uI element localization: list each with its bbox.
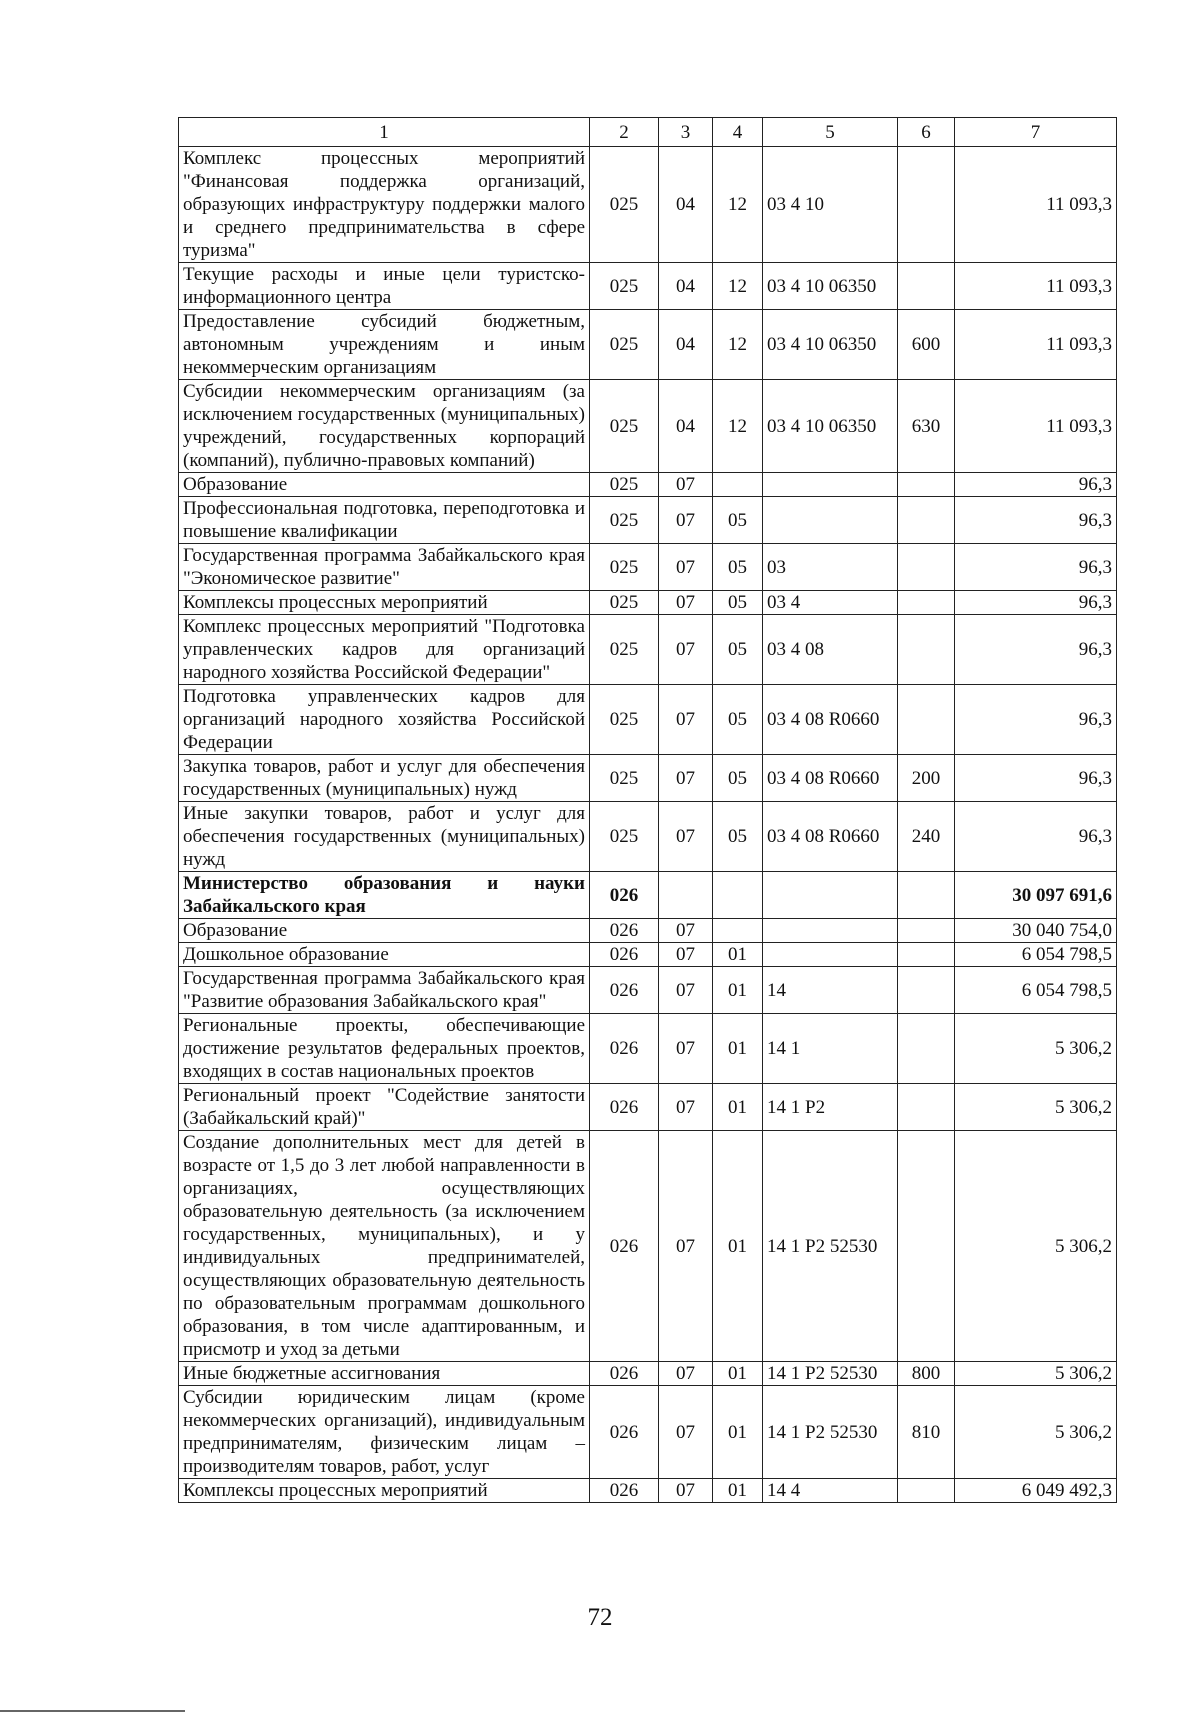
row-name-cell: Комплексы процессных мероприятий [179,1479,590,1503]
expense-type-cell [898,1014,955,1084]
header-cell: 4 [713,118,763,147]
expense-type-cell [898,615,955,685]
section-code-cell: 07 [659,1479,713,1503]
grbs-code-cell: 025 [590,263,659,310]
grbs-code-cell: 026 [590,919,659,943]
row-name-cell: Государственная программа Забайкальского края "Развитие образования Забайкальского края" [179,967,590,1014]
subsection-code-cell: 12 [713,310,763,380]
amount-cell: 5 306,2 [955,1131,1117,1362]
expense-type-cell [898,544,955,591]
section-code-cell: 07 [659,615,713,685]
expense-type-cell [898,473,955,497]
subsection-code-cell: 01 [713,1386,763,1479]
grbs-code-cell: 026 [590,943,659,967]
table-row [179,943,1117,967]
table-row [179,1362,1117,1386]
grbs-code-cell: 025 [590,544,659,591]
target-article-cell: 03 4 10 06350 [763,310,898,380]
budget-table [178,117,1117,1503]
section-code-cell [659,872,713,919]
section-code-cell: 07 [659,1362,713,1386]
target-article-cell: 03 4 10 [763,147,898,263]
row-name-cell: Комплекс процессных мероприятий "Подготовка управленческих кадров для организаций народного хозяйства Российской Федерации" [179,615,590,685]
target-article-cell: 14 [763,967,898,1014]
amount-cell: 6 054 798,5 [955,967,1117,1014]
subsection-code-cell: 12 [713,380,763,473]
target-article-cell: 14 1 [763,1014,898,1084]
expense-type-cell: 240 [898,802,955,872]
table-row [179,1131,1117,1362]
section-code-cell: 07 [659,943,713,967]
target-article-cell [763,497,898,544]
grbs-code-cell: 026 [590,872,659,919]
amount-cell: 96,3 [955,473,1117,497]
expense-type-cell [898,497,955,544]
section-code-cell: 07 [659,919,713,943]
expense-type-cell [898,1479,955,1503]
section-code-cell: 07 [659,755,713,802]
header-cell: 6 [898,118,955,147]
subsection-code-cell: 05 [713,755,763,802]
section-code-cell: 07 [659,497,713,544]
table-row [179,263,1117,310]
section-code-cell: 04 [659,310,713,380]
section-code-cell: 04 [659,147,713,263]
expense-type-cell [898,1131,955,1362]
amount-cell: 11 093,3 [955,263,1117,310]
table-row [179,310,1117,380]
table-row [179,591,1117,615]
table-row [179,1479,1117,1503]
row-name-cell: Иные закупки товаров, работ и услуг для обеспечения государственных (муниципальных) нужд [179,802,590,872]
table-row [179,615,1117,685]
subsection-code-cell: 05 [713,615,763,685]
subsection-code-cell: 05 [713,591,763,615]
table-row [179,380,1117,473]
expense-type-cell: 800 [898,1362,955,1386]
grbs-code-cell: 025 [590,310,659,380]
section-code-cell: 07 [659,1131,713,1362]
subsection-code-cell: 01 [713,943,763,967]
amount-cell: 96,3 [955,544,1117,591]
amount-cell: 96,3 [955,591,1117,615]
section-code-cell: 07 [659,1386,713,1479]
target-article-cell: 14 1 P2 52530 [763,1386,898,1479]
subsection-code-cell: 01 [713,1479,763,1503]
target-article-cell [763,473,898,497]
grbs-code-cell: 025 [590,685,659,755]
table-row [179,802,1117,872]
subsection-code-cell [713,919,763,943]
row-name-cell: Закупка товаров, работ и услуг для обеспечения государственных (муниципальных) нужд [179,755,590,802]
grbs-code-cell: 025 [590,591,659,615]
target-article-cell: 14 1 P2 52530 [763,1131,898,1362]
row-name-cell: Субсидии юридическим лицам (кроме некоммерческих организаций), индивидуальным предпринимателям, физическим лицам – производителям товаров, работ, услуг [179,1386,590,1479]
target-article-cell [763,919,898,943]
grbs-code-cell: 025 [590,802,659,872]
grbs-code-cell: 026 [590,1084,659,1131]
header-row [179,118,1117,147]
header-cell: 1 [179,118,590,147]
table-row [179,473,1117,497]
expense-type-cell: 630 [898,380,955,473]
row-name-cell: Подготовка управленческих кадров для организаций народного хозяйства Российской Федерации [179,685,590,755]
table-row [179,1014,1117,1084]
subsection-code-cell: 12 [713,147,763,263]
expense-type-cell: 810 [898,1386,955,1479]
expense-type-cell [898,263,955,310]
subsection-code-cell: 05 [713,497,763,544]
target-article-cell: 03 4 10 06350 [763,263,898,310]
table-row [179,967,1117,1014]
expense-type-cell [898,147,955,263]
grbs-code-cell: 026 [590,1014,659,1084]
header-cell: 3 [659,118,713,147]
section-code-cell: 07 [659,591,713,615]
grbs-code-cell: 025 [590,615,659,685]
target-article-cell: 03 [763,544,898,591]
row-name-cell: Министерство образования и науки Забайкальского края [179,872,590,919]
table-row [179,1084,1117,1131]
section-code-cell: 04 [659,380,713,473]
amount-cell: 5 306,2 [955,1084,1117,1131]
row-name-cell: Образование [179,473,590,497]
target-article-cell: 14 4 [763,1479,898,1503]
grbs-code-cell: 025 [590,380,659,473]
section-code-cell: 07 [659,802,713,872]
row-name-cell: Создание дополнительных мест для детей в возрасте от 1,5 до 3 лет любой направленности в организациях, осуществляющих образовательную деятельность (за исключением государственных, муниципальных), и у индивидуальных предпринимателей, осуществляющих образовательную деятельность по образовательным программам дошкольного образования, в том числе адаптированным, и присмотр и уход за детьми [179,1131,590,1362]
expense-type-cell [898,872,955,919]
expense-type-cell [898,943,955,967]
row-name-cell: Комплексы процессных мероприятий [179,591,590,615]
grbs-code-cell: 026 [590,1362,659,1386]
table-row [179,544,1117,591]
subsection-code-cell: 05 [713,685,763,755]
amount-cell: 5 306,2 [955,1362,1117,1386]
target-article-cell: 03 4 [763,591,898,615]
table-row [179,919,1117,943]
header-cell: 7 [955,118,1117,147]
table-row [179,1386,1117,1479]
subsection-code-cell: 01 [713,1362,763,1386]
row-name-cell: Дошкольное образование [179,943,590,967]
expense-type-cell [898,685,955,755]
amount-cell: 30 040 754,0 [955,919,1117,943]
target-article-cell: 03 4 10 06350 [763,380,898,473]
table-row [179,872,1117,919]
grbs-code-cell: 026 [590,967,659,1014]
scan-edge-line [0,1710,185,1712]
amount-cell: 11 093,3 [955,380,1117,473]
subsection-code-cell: 12 [713,263,763,310]
target-article-cell: 03 4 08 R0660 [763,755,898,802]
row-name-cell: Региональные проекты, обеспечивающие достижение результатов федеральных проектов, входящих в состав национальных проектов [179,1014,590,1084]
section-code-cell: 07 [659,967,713,1014]
expense-type-cell [898,919,955,943]
amount-cell: 6 054 798,5 [955,943,1117,967]
grbs-code-cell: 025 [590,755,659,802]
expense-type-cell [898,1084,955,1131]
header-cell: 2 [590,118,659,147]
target-article-cell: 03 4 08 R0660 [763,685,898,755]
expense-type-cell [898,591,955,615]
row-name-cell: Региональный проект "Содействие занятости (Забайкальский край)" [179,1084,590,1131]
target-article-cell: 03 4 08 R0660 [763,802,898,872]
subsection-code-cell [713,473,763,497]
amount-cell: 96,3 [955,615,1117,685]
amount-cell: 5 306,2 [955,1386,1117,1479]
grbs-code-cell: 026 [590,1386,659,1479]
expense-type-cell: 600 [898,310,955,380]
table-row [179,755,1117,802]
target-article-cell [763,943,898,967]
row-name-cell: Текущие расходы и иные цели туристско-информационного центра [179,263,590,310]
section-code-cell: 07 [659,1084,713,1131]
expense-type-cell: 200 [898,755,955,802]
row-name-cell: Профессиональная подготовка, переподготовка и повышение квалификации [179,497,590,544]
grbs-code-cell: 025 [590,473,659,497]
amount-cell: 96,3 [955,802,1117,872]
target-article-cell: 14 1 P2 [763,1084,898,1131]
section-code-cell: 07 [659,1014,713,1084]
subsection-code-cell [713,872,763,919]
page-number: 72 [587,1604,613,1631]
subsection-code-cell: 05 [713,544,763,591]
subsection-code-cell: 01 [713,1014,763,1084]
row-name-cell: Образование [179,919,590,943]
grbs-code-cell: 025 [590,497,659,544]
grbs-code-cell: 025 [590,147,659,263]
amount-cell: 96,3 [955,497,1117,544]
subsection-code-cell: 01 [713,1084,763,1131]
amount-cell: 11 093,3 [955,147,1117,263]
row-name-cell: Предоставление субсидий бюджетным, автономным учреждениям и иным некоммерческим организациям [179,310,590,380]
section-code-cell: 07 [659,544,713,591]
target-article-cell [763,872,898,919]
amount-cell: 6 049 492,3 [955,1479,1117,1503]
amount-cell: 96,3 [955,755,1117,802]
header-cell: 5 [763,118,898,147]
amount-cell: 11 093,3 [955,310,1117,380]
section-code-cell: 07 [659,473,713,497]
row-name-cell: Иные бюджетные ассигнования [179,1362,590,1386]
row-name-cell: Государственная программа Забайкальского края "Экономическое развитие" [179,544,590,591]
table-row [179,685,1117,755]
section-code-cell: 04 [659,263,713,310]
expense-type-cell [898,967,955,1014]
row-name-cell: Комплекс процессных мероприятий "Финансовая поддержка организаций, образующих инфраструктуру поддержки малого и среднего предпринимательства в сфере туризма" [179,147,590,263]
subsection-code-cell: 01 [713,1131,763,1362]
subsection-code-cell: 01 [713,967,763,1014]
amount-cell: 30 097 691,6 [955,872,1117,919]
amount-cell: 96,3 [955,685,1117,755]
target-article-cell: 03 4 08 [763,615,898,685]
row-name-cell: Субсидии некоммерческим организациям (за исключением государственных (муниципальных) учреждений, государственных корпораций (компаний), публично-правовых компаний) [179,380,590,473]
grbs-code-cell: 026 [590,1479,659,1503]
amount-cell: 5 306,2 [955,1014,1117,1084]
table-row [179,147,1117,263]
grbs-code-cell: 026 [590,1131,659,1362]
subsection-code-cell: 05 [713,802,763,872]
table-row [179,497,1117,544]
target-article-cell: 14 1 P2 52530 [763,1362,898,1386]
section-code-cell: 07 [659,685,713,755]
